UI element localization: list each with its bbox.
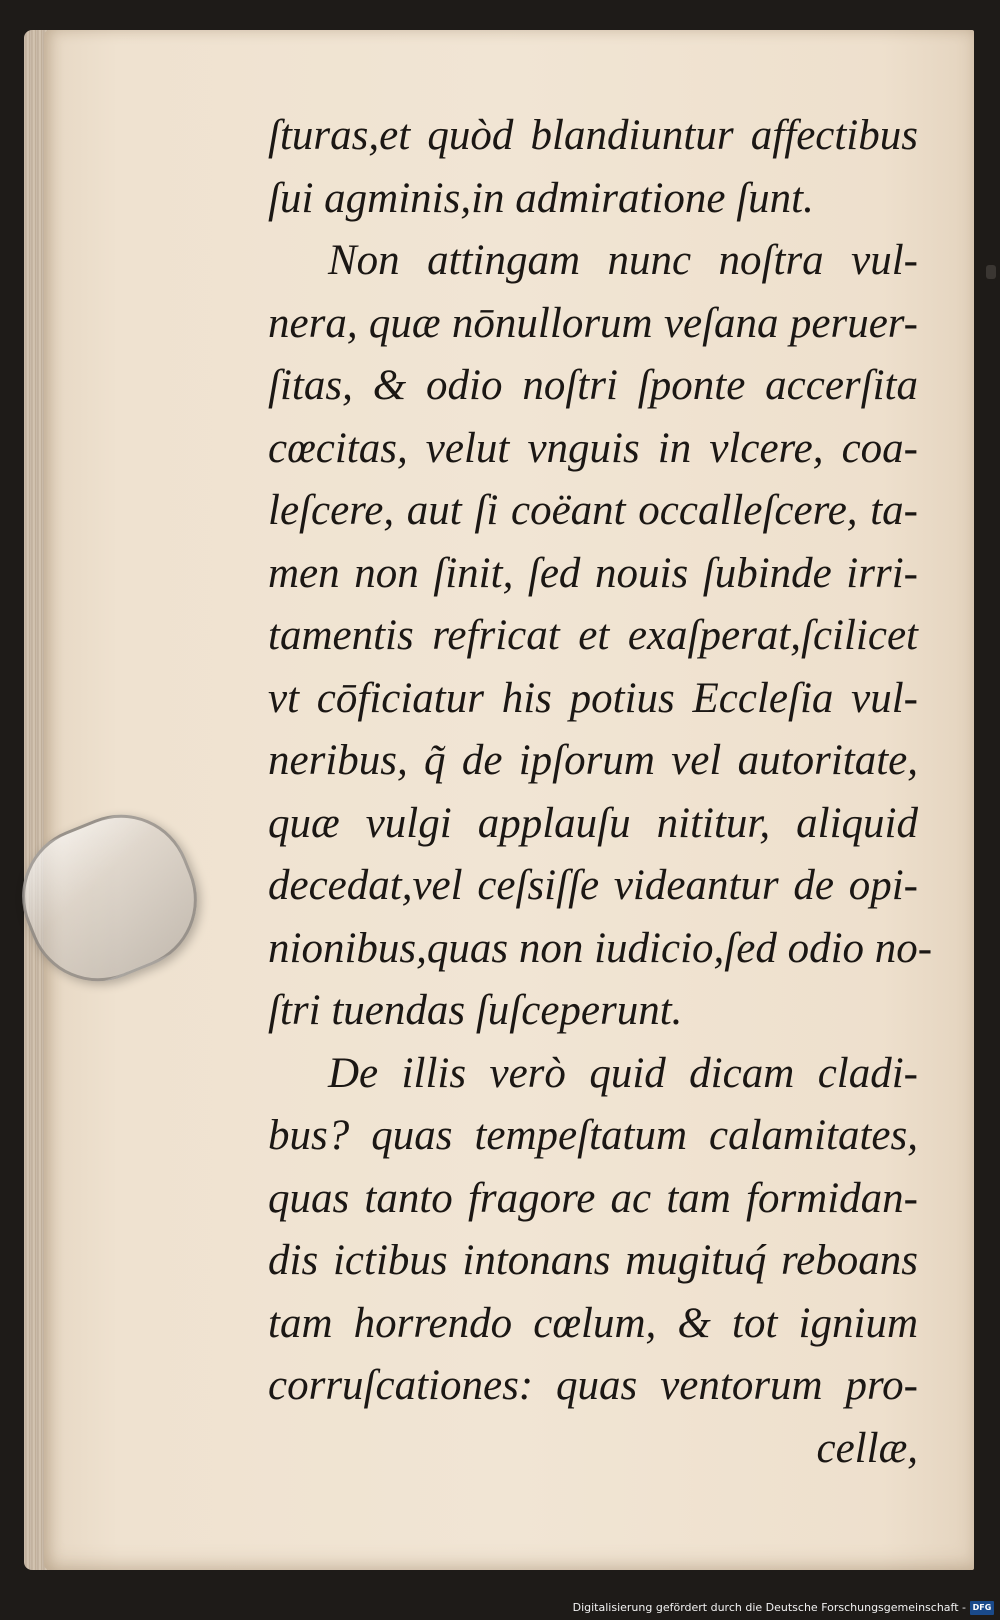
text-line: corruſcationes: quas ventorum pro- xyxy=(268,1362,918,1409)
text-line: decedat,vel ceſsiſſe videantur de opi- xyxy=(268,862,918,909)
page-text xyxy=(268,105,933,1480)
text-line: vt cōficiatur his potius Eccleſia vul- xyxy=(268,674,918,722)
text-line: De illis verò quid dicam cladi- xyxy=(328,1049,918,1097)
text-line: men non ſinit, ſed nouis ſubinde irri- xyxy=(268,549,918,597)
text-line: quas tanto fragore ac tam formidan- xyxy=(268,1174,918,1222)
catchword: cellæ, xyxy=(816,1424,918,1472)
text-line: quæ vulgi applauſu nititur, aliquid xyxy=(268,799,918,847)
text-line: nera, quæ nōnullorum veſana peruer- xyxy=(268,299,918,347)
text-line: leſcere, aut ſi coëant occalleſcere, ta- xyxy=(268,487,918,534)
text-line: ſtri tuendas ſuſceperunt. xyxy=(268,987,683,1034)
dfg-logo-icon: DFG xyxy=(970,1601,994,1615)
text-line: dis ictibus intonans mugituq́ reboans xyxy=(268,1237,918,1284)
text-line: Non attingam nunc noſtra vul- xyxy=(328,237,918,284)
text-line: nionibus,quas non iudicio,ſed odio no- xyxy=(268,924,933,972)
footer-bar xyxy=(0,1592,1000,1620)
text-line: ſitas, & odio noſtri ſponte accerſita xyxy=(268,362,918,409)
text-line: tamentis refricat et exaſperat,ſcilicet xyxy=(268,612,918,659)
text-line: ſui agminis,in admiratione ſunt. xyxy=(268,174,814,222)
scan-edge-mark xyxy=(986,265,996,279)
text-line: cœcitas, velut vnguis in vlcere, coa- xyxy=(268,424,918,472)
text-line: ſturas,et quòd blandiuntur affectibus xyxy=(268,112,918,159)
footer-credit: Digitalisierung gefördert durch die Deutsche Forschungsgemeinschaft - xyxy=(572,1601,966,1614)
text-line: tam horrendo cœlum, & tot ignium xyxy=(268,1299,918,1347)
text-line: bus? quas tempeſtatum calamitates, xyxy=(268,1112,918,1159)
text-line: neribus, q̃ de ipſorum vel autoritate, xyxy=(268,737,918,784)
